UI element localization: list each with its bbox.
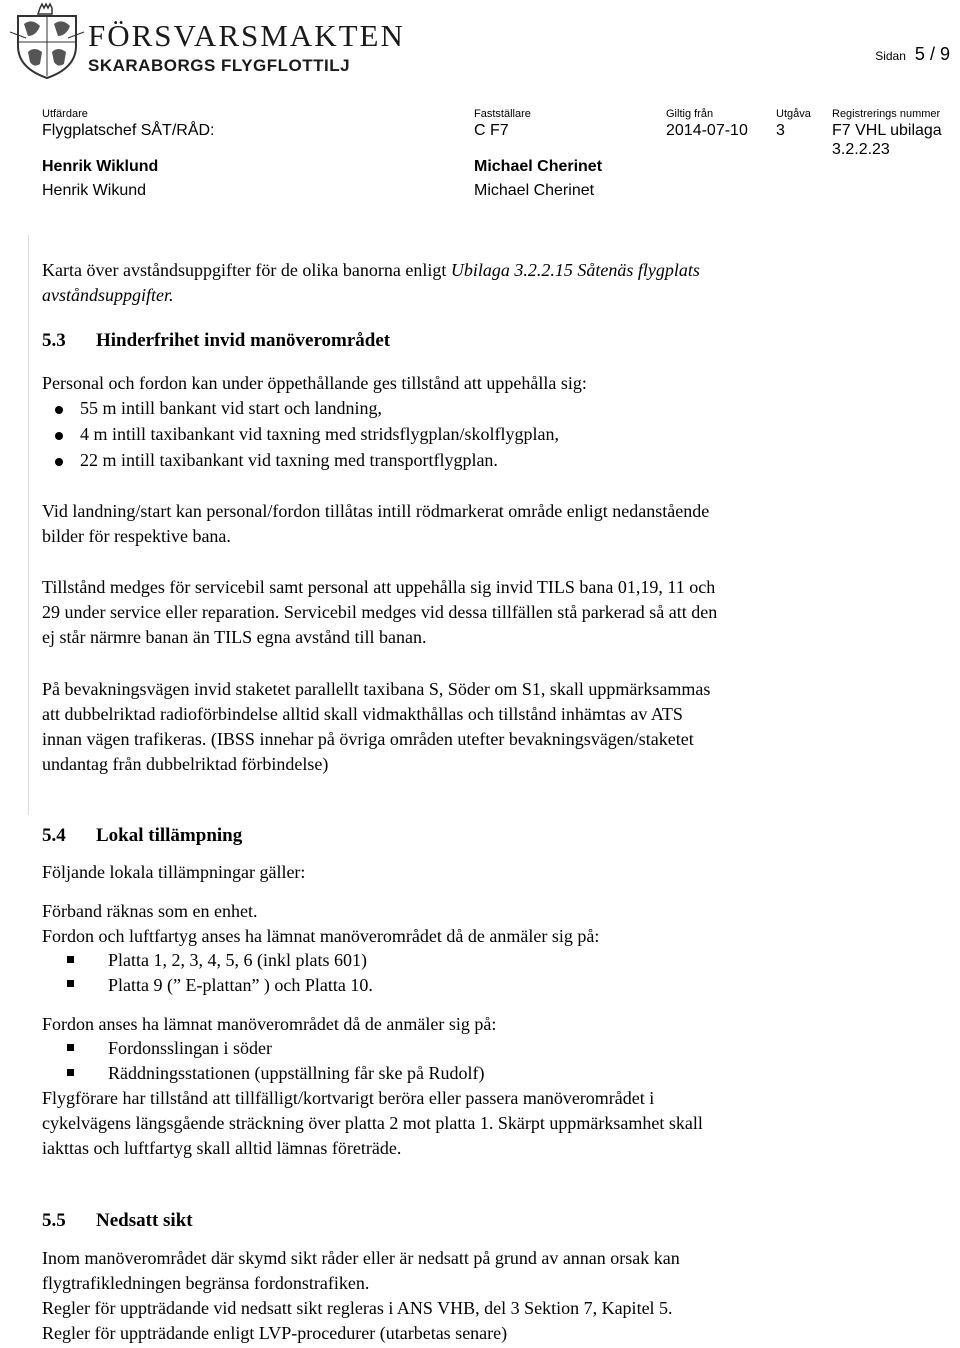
- bullet-dot-icon: [55, 432, 63, 440]
- s53-para-4-line-4: undantag från dubbelriktad förbindelse): [42, 754, 329, 774]
- left-margin-rule: [28, 235, 29, 815]
- s54-list1-item-2: Platta 9 (” E-plattan” ) och Platta 10.: [108, 975, 373, 995]
- page-total: 9: [939, 44, 950, 64]
- s53-para-4-line-1: På bevakningsvägen invid staketet parallellt taxibana S, Söder om S1, skall uppmärksammas: [42, 679, 711, 699]
- utgava-label: Utgåva: [776, 108, 811, 120]
- bullet-dot-icon: [55, 458, 63, 466]
- intro-italic-ref: Ubilaga 3.2.2.15 Såtenäs flygplats: [450, 260, 700, 280]
- square-bullet-icon: [67, 980, 74, 987]
- s53-para-3-line-1: Tillstånd medges för servicebil samt personal att uppehålla sig invid TILS bana 01,19, 11 och: [42, 577, 716, 597]
- s54-para-4: Fordon anses ha lämnat manöverområdet då de anmäler sig på:: [42, 1014, 497, 1034]
- reg-label: Registrerings nummer: [832, 108, 941, 120]
- utgava-value: 3: [776, 122, 785, 139]
- section-5-4-title: Lokal tillämpning: [96, 825, 243, 846]
- square-bullet-icon: [67, 1044, 74, 1051]
- s54-para-2: Förband räknas som en enhet.: [42, 901, 258, 921]
- s53-bullet-1: 55 m intill bankant vid start och landning,: [80, 398, 382, 418]
- s53-para-3-line-3: ej står närmre banan än TILS egna avstånd till banan.: [42, 627, 427, 647]
- faststallare-value: C F7: [474, 122, 509, 139]
- square-bullet-icon: [67, 1069, 74, 1076]
- org-name: FÖRSVARSMAKTEN: [88, 18, 405, 53]
- utfardare-name-bold: Henrik Wiklund: [42, 158, 159, 175]
- s53-para-1: Personal och fordon kan under öppethållande ges tillstånd att uppehålla sig:: [42, 373, 587, 393]
- s53-para-4-line-2: att dubbelriktad radioförbindelse alltid skall vidmakthållas och tillstånd inhämtas av ATS: [42, 704, 683, 724]
- faststallare-name: Michael Cherinet: [474, 182, 595, 199]
- giltig-value: 2014-07-10: [666, 122, 748, 139]
- s54-para-5-line-2: cykelvägens längsgående sträckning över platta 2 mot platta 1. Skärpt uppmärksamhet skall: [42, 1113, 703, 1133]
- intro-line-1: [42, 258, 700, 283]
- reg-value-2: 3.2.2.23: [832, 141, 890, 158]
- s55-para-3: Regler för uppträdande enligt LVP-procedurer (utarbetas senare): [42, 1323, 508, 1343]
- unit-name: SKARABORGS FLYGFLOTTILJ: [88, 56, 351, 75]
- s55-para-2: Regler för uppträdande vid nedsatt sikt regleras i ANS VHB, del 3 Sektion 7, Kapitel 5.: [42, 1298, 673, 1318]
- s54-para-1: Följande lokala tillämpningar gäller:: [42, 862, 306, 882]
- s53-para-2-line-2: bilder för respektive bana.: [42, 526, 231, 546]
- section-5-3-number: 5.3: [42, 330, 66, 351]
- s53-para-3-line-2: 29 under service eller reparation. Servicebil medges vid dessa tillfällen stå parkerad så att den: [42, 602, 718, 622]
- section-5-5-number: 5.5: [42, 1210, 66, 1231]
- s55-para-1-line-1: Inom manöverområdet där skymd sikt råder eller är nedsatt på grund av annan orsak kan: [42, 1248, 680, 1268]
- s54-list1-item-1: Platta 1, 2, 3, 4, 5, 6 (inkl plats 601): [108, 950, 367, 970]
- faststallare-label: Fastställare: [474, 108, 531, 120]
- s54-para-3: Fordon och luftfartyg anses ha lämnat manöverområdet då de anmäler sig på:: [42, 926, 600, 946]
- utfardare-label: Utfärdare: [42, 108, 88, 120]
- coat-of-arms-logo: [8, 2, 86, 80]
- s53-para-4-line-3: innan vägen trafikeras. (IBSS innehar på övriga områden utefter bevakningsvägen/staketet: [42, 729, 694, 749]
- page-current: 5: [914, 44, 925, 64]
- utfardare-value: Flygplatschef SÅT/RÅD:: [42, 122, 215, 139]
- page-label: Sidan: [875, 49, 906, 63]
- reg-value-1: F7 VHL ubilaga: [832, 122, 942, 139]
- giltig-label: Giltig från: [666, 108, 714, 120]
- s53-para-2-line-1: Vid landning/start kan personal/fordon tillåtas intill rödmarkerat område enligt nedanstående: [42, 501, 710, 521]
- section-5-5-title: Nedsatt sikt: [96, 1210, 193, 1231]
- s54-list2-item-1: Fordonsslingan i söder: [108, 1038, 272, 1058]
- s55-para-1-line-2: flygtrafikledningen begränsa fordonstrafiken.: [42, 1273, 370, 1293]
- s54-para-5-line-1: Flygförare har tillstånd att tillfälligt/kortvarigt beröra eller passera manöverområdet i: [42, 1088, 655, 1108]
- intro-line-2: avståndsuppgifter.: [42, 285, 174, 305]
- s53-bullet-3: 22 m intill taxibankant vid taxning med transportflygplan.: [80, 450, 498, 470]
- page-separator: /: [929, 44, 935, 64]
- faststallare-name-bold: Michael Cherinet: [474, 158, 603, 175]
- bullet-dot-icon: [55, 406, 63, 414]
- s53-bullet-2: 4 m intill taxibankant vid taxning med stridsflygplan/skolflygplan,: [80, 424, 559, 444]
- s54-para-5-line-3: iakttas och luftfartyg skall alltid lämnas företräde.: [42, 1138, 402, 1158]
- utfardare-name: Henrik Wikund: [42, 182, 147, 199]
- intro-text: Karta över avståndsuppgifter för de olika banorna enligt: [42, 260, 451, 280]
- page-number: [875, 44, 950, 65]
- section-5-3-title: Hinderfrihet invid manöverområdet: [96, 330, 391, 351]
- square-bullet-icon: [67, 956, 74, 963]
- section-5-4-number: 5.4: [42, 825, 66, 846]
- s54-list2-item-2: Räddningsstationen (uppställning får ske på Rudolf): [108, 1063, 485, 1083]
